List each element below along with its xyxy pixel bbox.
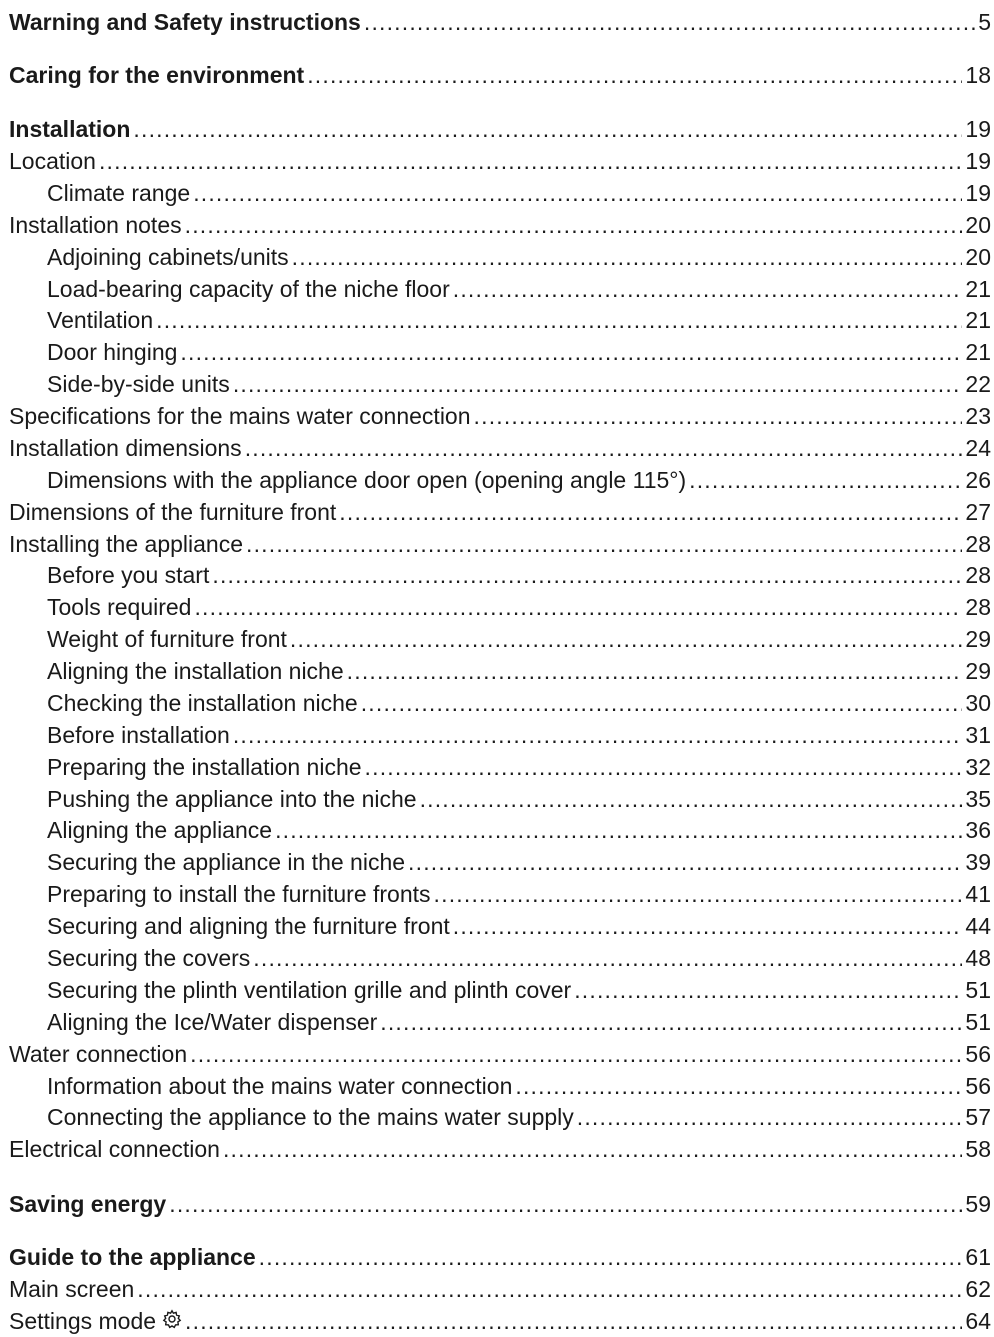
toc-entry[interactable] [47, 879, 991, 910]
toc-entry-title: Dimensions of the furniture front [9, 499, 337, 525]
toc-leader-dots [253, 943, 962, 974]
toc-entry-title: Specifications for the mains water connection [9, 403, 471, 429]
toc-leader-dots [194, 592, 962, 623]
toc-entry-page: 31 [965, 722, 991, 748]
toc-entry[interactable] [9, 1039, 991, 1070]
toc-entry-title: Weight of furniture front [47, 626, 287, 652]
toc-leader-dots [290, 624, 962, 655]
toc-leader-dots [245, 433, 963, 464]
toc-entry[interactable] [47, 720, 991, 751]
toc-entry[interactable] [9, 1274, 991, 1305]
toc-leader-dots [307, 60, 962, 91]
toc-leader-dots [453, 911, 963, 942]
toc-entry-page: 39 [965, 849, 991, 875]
toc-entry-title: Side-by-side units [47, 371, 230, 397]
toc-entry-page: 32 [965, 754, 991, 780]
toc-entry-title: Checking the installation niche [47, 690, 358, 716]
toc-entry-page: 51 [965, 1009, 991, 1035]
toc-entry-title: Electrical connection [9, 1136, 220, 1162]
toc-entry-page: 62 [965, 1276, 991, 1302]
toc-leader-dots [133, 114, 962, 145]
toc-entry-title: Water connection [9, 1041, 188, 1067]
toc-entry-title: Guide to the appliance [9, 1244, 256, 1270]
toc-leader-dots [364, 7, 975, 38]
toc-entry-title: Main screen [9, 1276, 135, 1302]
toc-entry-page: 36 [965, 817, 991, 843]
toc-leader-dots [212, 560, 962, 591]
toc-entry-page: 51 [965, 977, 991, 1003]
toc-entry[interactable] [9, 60, 991, 91]
toc-entry-title: Dimensions with the appliance door open (opening angle 115°) [47, 467, 687, 493]
toc-entry-title: Installation notes [9, 212, 182, 238]
toc-leader-dots [233, 720, 963, 751]
toc-entry-title: Climate range [47, 180, 191, 206]
toc-entry-page: 44 [965, 913, 991, 939]
toc-leader-dots [180, 337, 962, 368]
toc-entry-page: 27 [965, 499, 991, 525]
toc-entry-page: 28 [965, 531, 991, 557]
toc-leader-dots [259, 1242, 963, 1273]
toc-entry[interactable] [47, 975, 991, 1006]
toc-leader-dots [574, 975, 962, 1006]
toc-entry[interactable] [9, 497, 991, 528]
toc-entry-page: 29 [965, 626, 991, 652]
toc-entry-title: Connecting the appliance to the mains water supply [47, 1104, 574, 1130]
toc-entry[interactable] [47, 911, 991, 942]
toc-entry-page: 56 [965, 1073, 991, 1099]
toc-leader-dots [453, 274, 963, 305]
toc-entry-title: Before you start [47, 562, 210, 588]
toc-entry[interactable] [9, 529, 991, 560]
toc-entry-page: 18 [965, 62, 991, 88]
toc-leader-dots [347, 656, 963, 687]
toc-entry[interactable] [9, 7, 991, 38]
toc-entry[interactable] [47, 943, 991, 974]
toc-entry-title: Information about the mains water connection [47, 1073, 513, 1099]
toc-entry-page: 20 [965, 244, 991, 270]
toc-entry-title: Securing the covers [47, 945, 251, 971]
toc-leader-dots [339, 497, 962, 528]
toc-entry-page: 19 [965, 180, 991, 206]
toc-entry[interactable] [9, 1242, 991, 1273]
toc-entry[interactable] [47, 815, 991, 846]
toc-leader-dots [156, 305, 962, 336]
toc-leader-dots [246, 529, 962, 560]
toc-entry-page: 29 [965, 658, 991, 684]
toc-entry[interactable] [9, 1189, 991, 1220]
toc-leader-dots [365, 752, 963, 783]
toc-leader-dots [474, 401, 963, 432]
toc-entry-page: 21 [965, 339, 991, 365]
toc-entry[interactable] [9, 114, 991, 145]
toc-entry-title: Preparing the installation niche [47, 754, 362, 780]
toc-entry-title: Adjoining cabinets/units [47, 244, 289, 270]
toc-entry-page: 19 [965, 116, 991, 142]
toc-entry-title: Preparing to install the furniture fronts [47, 881, 431, 907]
toc-leader-dots [689, 465, 962, 496]
toc-entry-page: 48 [965, 945, 991, 971]
toc-leader-dots [420, 784, 963, 815]
toc-entry-page: 28 [965, 562, 991, 588]
toc-leader-dots [434, 879, 963, 910]
toc-entry-page: 19 [965, 148, 991, 174]
toc-leader-dots [190, 1039, 962, 1070]
toc-entry[interactable] [47, 688, 991, 719]
toc-entry[interactable] [47, 1102, 991, 1133]
toc-leader-dots [169, 1189, 962, 1220]
toc-entry-page: 28 [965, 594, 991, 620]
toc-leader-dots [193, 178, 962, 209]
toc-entry-page: 21 [965, 307, 991, 333]
toc-entry[interactable] [47, 752, 991, 783]
toc-entry-page: 58 [965, 1136, 991, 1162]
toc-entry[interactable] [47, 337, 991, 368]
toc-leader-dots [361, 688, 963, 719]
toc-entry-title: Securing and aligning the furniture front [47, 913, 450, 939]
toc-entry-title: Aligning the appliance [47, 817, 273, 843]
toc-entry[interactable] [47, 242, 991, 273]
toc-entry-title: Caring for the environment [9, 62, 305, 88]
toc-entry[interactable] [9, 433, 991, 464]
toc-entry[interactable] [9, 401, 991, 432]
toc-entry-title: Load-bearing capacity of the niche floor [47, 276, 450, 302]
toc-entry[interactable] [47, 1007, 991, 1038]
toc-leader-dots [275, 815, 962, 846]
toc-leader-dots [137, 1274, 962, 1305]
toc-leader-dots [515, 1071, 962, 1102]
toc-entry-title: Installation dimensions [9, 435, 242, 461]
toc-entry-page: 20 [965, 212, 991, 238]
toc-entry-title: Saving energy [9, 1191, 167, 1217]
toc-entry[interactable] [47, 274, 991, 305]
toc-entry[interactable] [47, 624, 991, 655]
toc-entry[interactable] [47, 784, 991, 815]
toc-entry[interactable] [47, 592, 991, 623]
toc-entry[interactable] [47, 465, 991, 496]
toc-entry[interactable] [47, 560, 991, 591]
toc-entry-page: 59 [965, 1191, 991, 1217]
toc-leader-dots [233, 369, 963, 400]
toc-entry-title: Settings mode [9, 1308, 157, 1334]
toc-entry-title: Securing the plinth ventilation grille and plinth cover [47, 977, 572, 1003]
toc-entry-title: Installation [9, 116, 131, 142]
toc-leader-dots [380, 1007, 962, 1038]
toc-entry-title: Securing the appliance in the niche [47, 849, 406, 875]
toc-entry-title: Before installation [47, 722, 230, 748]
toc-entry[interactable] [47, 178, 991, 209]
toc-entry-page: 57 [965, 1104, 991, 1130]
toc-entry[interactable] [47, 847, 991, 878]
toc-leader-dots [408, 847, 962, 878]
toc-entry[interactable] [47, 369, 991, 400]
toc-entry-page: 23 [965, 403, 991, 429]
toc-entry-title: Aligning the installation niche [47, 658, 344, 684]
toc-entry-page: 21 [965, 276, 991, 302]
toc-entry-title: Location [9, 148, 96, 174]
toc-leader-dots [223, 1134, 962, 1165]
toc-entry-page: 61 [965, 1244, 991, 1270]
toc-entry-page: 35 [965, 786, 991, 812]
toc-entry-page: 5 [978, 9, 991, 35]
toc-entry-page: 22 [965, 371, 991, 397]
toc-entry-page: 41 [965, 881, 991, 907]
toc-entry-title: Ventilation [47, 307, 154, 333]
toc-entry[interactable] [47, 305, 991, 336]
toc-entry-title: Door hinging [47, 339, 178, 365]
toc-entry-page: 24 [965, 435, 991, 461]
toc-entry[interactable] [9, 210, 991, 241]
toc-entry[interactable] [47, 1071, 991, 1102]
toc-entry-title: Pushing the appliance into the niche [47, 786, 417, 812]
toc-entry-title: Tools required [47, 594, 192, 620]
toc-entry-title: Warning and Safety instructions [9, 9, 361, 35]
toc-entry[interactable] [9, 1134, 991, 1165]
toc-entry-page: 30 [965, 690, 991, 716]
toc-entry-page: 26 [965, 467, 991, 493]
toc-leader-dots [292, 242, 963, 273]
toc-entry[interactable] [9, 146, 991, 177]
toc-entry-title: Aligning the Ice/Water dispenser [47, 1009, 378, 1035]
toc-entry-title: Installing the appliance [9, 531, 243, 557]
toc-entry-page: 64 [965, 1308, 991, 1334]
toc-leader-dots [577, 1102, 963, 1133]
toc-entry-page: 56 [965, 1041, 991, 1067]
toc-entry[interactable] [47, 656, 991, 687]
toc-leader-dots [185, 210, 963, 241]
toc-leader-dots [99, 146, 962, 177]
